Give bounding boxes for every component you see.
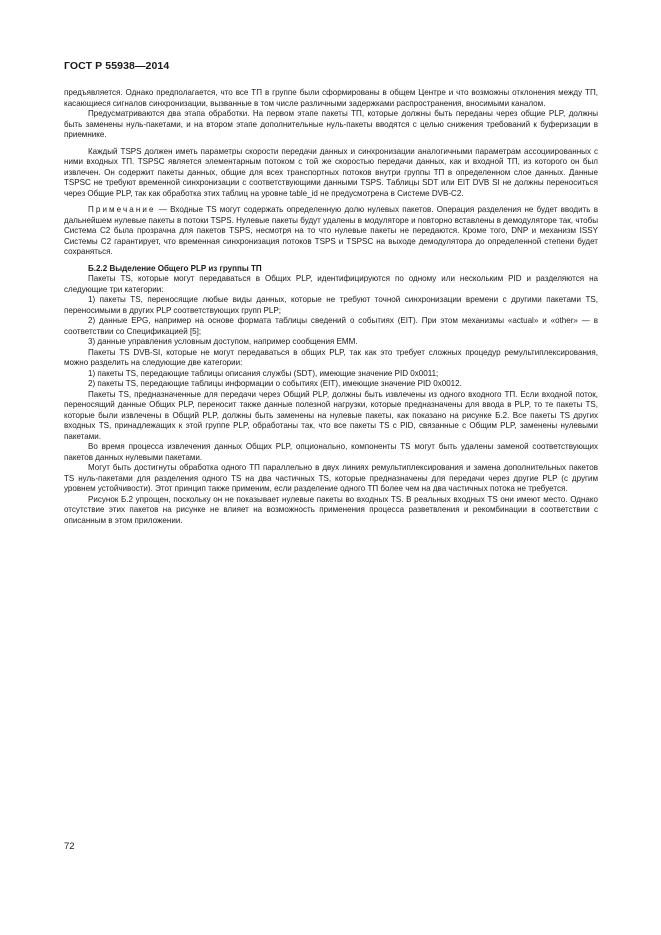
paragraph: Рисунок Б.2 упрощен, поскольку он не показывает нулевые пакеты во входных TS. В реальных входных TS они имеют место. Однако отсутствие этих пакетов на рисунке не влияет на возможность применения процесса разветвления и рекомбинации в соответствии с описанным в этом приложении. [64, 494, 598, 525]
page-body [64, 88, 598, 526]
paragraph: Предусматриваются два этапа обработки. На первом этапе пакеты ТП, которые должны быть переданы через общие PLP, должны быть заменены нуль-пакетами, и на втором этапе дополнительные нуль-пакеты вводятся с целью снижения требований к буферизации в приемнике. [64, 109, 598, 139]
paragraph: предъявляется. Однако предполагается, что все ТП в группе были сформированы в общем Центре и что возможны отклонения между ТП, касающиеся сигналов синхронизации, вызванные в том числе различными задержками распространения, вносимыми каналом. [64, 88, 598, 108]
paragraph: Пакеты TS, предназначенные для передачи через Общий PLP, должны быть извлечены из одного входного ТП. Если входной поток, переносящий данные Общих PLP, переносит также данные полезной нагрузки, которые предназначены для ввода в PLP, то те пакеты TS, которые были извлечены в Общий PLP, должны быть заменены на нулевые пакеты, как показано на рисунке Б.2. Все пакеты TS других входных TS, принадлежащих к этой группе PLP, обработаны так, что все пакеты TS с PID, связанные с Общим PLP, заменены нулевыми пакетами. [64, 389, 598, 441]
paragraph: Во время процесса извлечения данных Общих PLP, опционально, компоненты TS могут быть удалены заменой соответствующих пакетов данных нулевыми пакетами. [64, 442, 598, 462]
document-header: ГОСТ Р 55938—2014 [64, 60, 170, 72]
list-item: 3) данные управления условным доступом, например сообщения EMM. [88, 337, 358, 346]
note-text: — Входные TS могут содержать определенную долю нулевых пакетов. Операция разделения не будет вводить в дальнейшем нулевые пакеты в потоки TSPS. Нулевые пакеты будут удалены в модуляторе и повторно вставлены в демодуляторе так, чтобы Система С2 была прозрачна для пакетов TSPS, несмотря на то что нулевые пакеты не передаются. Кроме того, DNP и механизм ISSY Системы С2 гарантирует, что временная синхронизация потоков TSPS и TSPSC на выходе демодулятора до определенной степени будет сохраняться. [64, 205, 598, 256]
section-heading: Б.2.2 Выделение Общего PLP из группы ТП [88, 263, 262, 273]
paragraph: Пакеты TS DVB-SI, которые не могут передаваться в общих PLP, так как это требует сложных процедур ремультиплексирования, можно разделить на следующие две категории: [64, 347, 598, 367]
list-item: 2) данные EPG, например на основе формата таблицы сведений о событиях (EIT). При этом механизмы «actual» и «other» — в соответствии со Спецификацией [5]; [64, 316, 598, 336]
list-item: 1) пакеты TS, передающие таблицы описания службы (SDT), имеющие значение PID 0x0011; [88, 368, 439, 378]
paragraph: Могут быть достигнуты обработка одного ТП параллельно в двух линиях ремультиплексирования и замена дополнительных пакетов TS нуль-пакетами для разделения одного TS на два частичных TS, которые предназначены для передачи через другие PLP (с другим уровнем устойчивости). Этот принцип также применим, если разделение одного ТП более чем на два частичных потока не требуется. [64, 463, 598, 493]
list-item: 2) пакеты TS, передающие таблицы информации о событиях (EIT), имеющие значение PID 0x0012. [88, 379, 462, 388]
list-item: 1) пакеты TS, переносящие любые виды данных, которые не требуют точной синхронизации времени с другими пакетами TS, переносимыми в других PLP соответствующих групп PLP; [64, 295, 598, 315]
paragraph: Пакеты TS, которые могут передаваться в Общих PLP, идентифицируются по одному или нескольким PID и разделяются на следующие три категории: [64, 274, 598, 294]
note-paragraph [64, 205, 598, 258]
note-label: Примечание [88, 205, 156, 214]
page-number: 72 [64, 841, 75, 852]
paragraph: Каждый TSPS должен иметь параметры скорости передачи данных и синхронизации аналогичными параметрам ассоциированных с ними входных ТП. TSPSC является элементарным потоком с той же скоростью передачи данных, как и входной ТП, из которого он был извлечен. Он содержит пакеты данных, общие для всех транспортных потоков внутри группы ТП в определенном слое данных. Данные TSPSC не требуют временной синхронизации с соответствующими данными TSPS. Таблицы SDT или EIT DVB SI не должны переноситься через Общие PLP, так как обработка этих таблиц на уровне table_id не предусмотрена в Системе DVB-C2. [64, 146, 598, 198]
